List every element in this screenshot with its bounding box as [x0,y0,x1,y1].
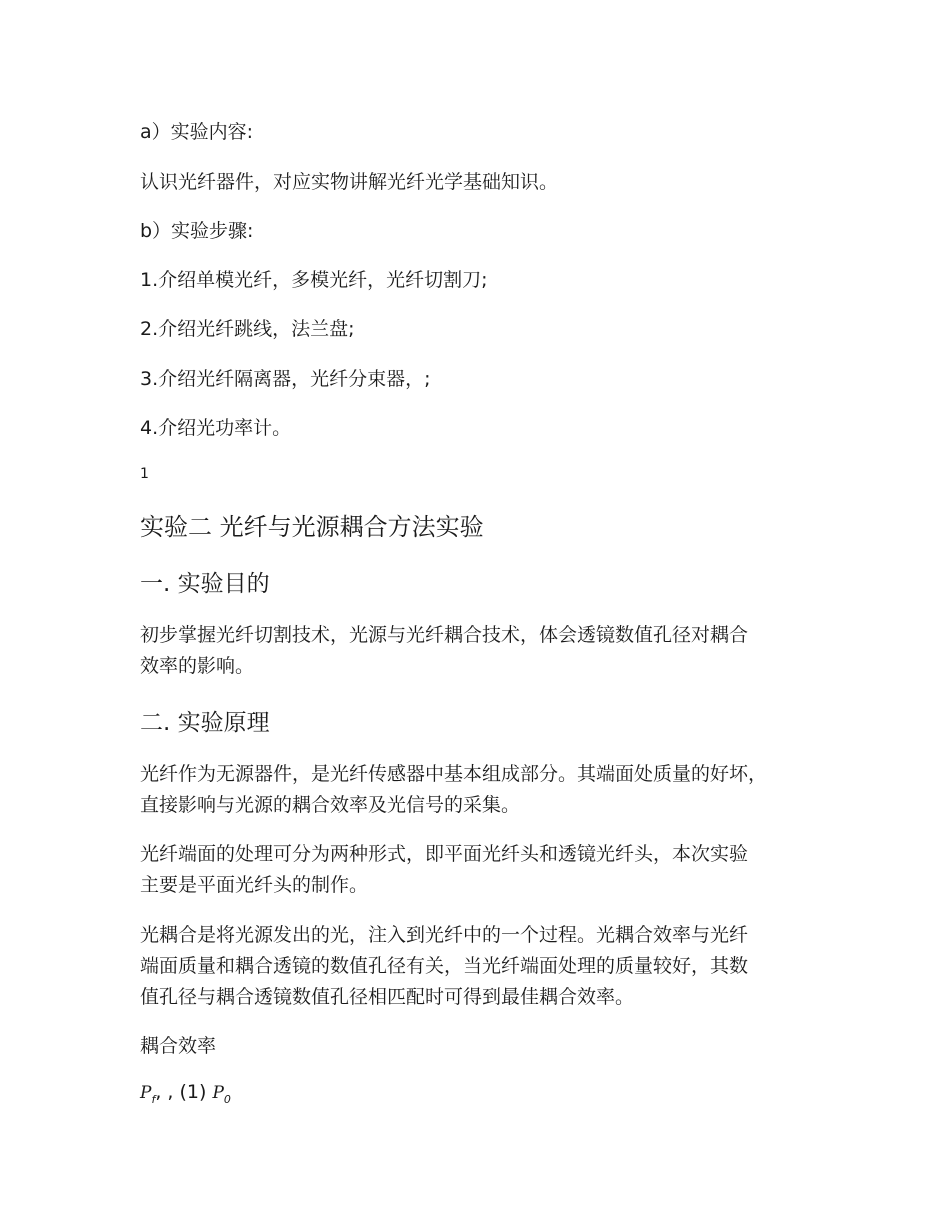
formula-denominator-sub: 0 [223,1092,231,1106]
step-item-2: 2.介绍光纤跳线，法兰盘; [140,318,355,340]
purpose-line-1: 初步掌握光纤切割技术，光源与光纤耦合技术，体会透镜数值孔径对耦合 [140,624,749,646]
steps-heading: b）实验步骤: [140,220,254,242]
purpose-heading: 一. 实验目的 [140,571,270,597]
principle-p3-line-1: 光耦合是将光源发出的光，注入到光纤中的一个过程。光耦合效率与光纤 [140,924,749,946]
formula-separator: , , [155,1081,174,1103]
step-item-4: 4.介绍光功率计。 [140,417,292,439]
experiment-title: 实验二 光纤与光源耦合方法实验 [140,513,484,541]
principle-p1-line-2: 直接影响与光源的耦合效率及光信号的采集。 [140,794,521,816]
principle-p3-line-2: 端面质量和耦合透镜的数值孔径有关，当光纤端面处理的质量较好，其数 [140,955,749,977]
page-number: 1 [140,466,149,482]
content-text: 认识光纤器件，对应实物讲解光纤光学基础知识。 [140,171,559,193]
content-heading: a）实验内容: [140,121,254,143]
principle-heading: 二. 实验原理 [140,710,270,736]
formula-denominator-var: P [212,1083,224,1103]
principle-p3-line-3: 值孔径与耦合透镜数值孔径相匹配时可得到最佳耦合效率。 [140,986,635,1008]
formula-numerator-var: P [140,1083,152,1103]
principle-p1-line-1: 光纤作为无源器件，是光纤传感器中基本组成部分。其端面处质量的好坏， [140,763,768,785]
coupling-formula [140,1078,231,1114]
formula-numerator-sub: f [151,1092,156,1106]
formula-eq-number: (1) [179,1081,207,1103]
step-item-3: 3.介绍光纤隔离器，光纤分束器，; [140,368,431,390]
coupling-efficiency-label: 耦合效率 [140,1035,217,1057]
purpose-line-2: 效率的影响。 [140,655,255,677]
principle-p2-line-2: 主要是平面光纤头的制作。 [140,874,369,896]
principle-p2-line-1: 光纤端面的处理可分为两种形式，即平面光纤头和透镜光纤头，本次实验 [140,843,749,865]
step-item-1: 1.介绍单模光纤，多模光纤，光纤切割刀; [140,269,488,291]
